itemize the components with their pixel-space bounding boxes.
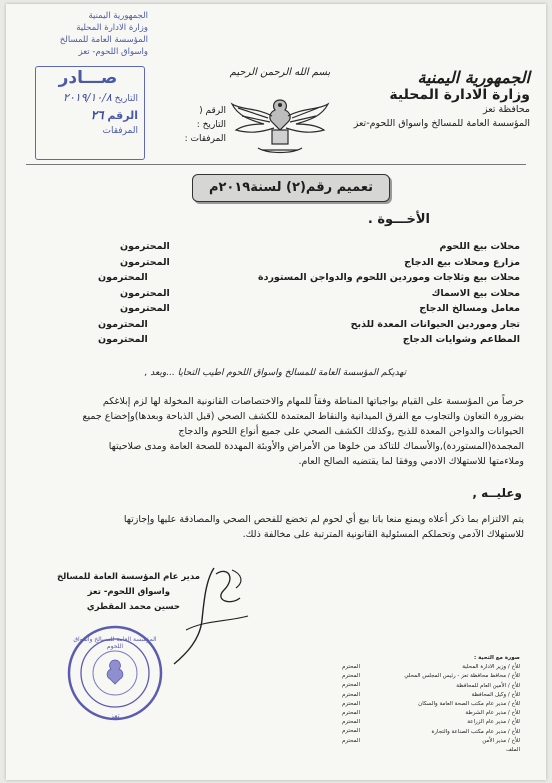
list-item bbox=[60, 288, 520, 304]
cc-item: الملف bbox=[506, 747, 520, 754]
recipient-honor: المحترمون bbox=[120, 256, 170, 268]
field-number: الرقم ( bbox=[199, 106, 226, 116]
cc-honor: المحترم bbox=[341, 710, 360, 717]
signer-institution: واسواق اللحوم- تعز bbox=[87, 587, 170, 597]
cc-honor: المحترم bbox=[341, 728, 360, 735]
cc-honor: المحترم bbox=[341, 664, 360, 670]
recipient-name: معامل ومسالخ الدجاج bbox=[419, 303, 520, 314]
recipient-honor: المحترمون bbox=[120, 287, 170, 299]
paragraph-line: يتم الالتزام بما ذكر أعلاه ويمنع منعا باتا بيع أي لحوم لم تخضع للفحص الصحي والمصادقة عليها وإجازتها bbox=[123, 514, 524, 525]
subject-box: تعميم رقم(٢) لسنة٢٠١٩م bbox=[192, 174, 390, 202]
cc-honor: المحترم bbox=[341, 691, 360, 698]
handwritten-signature-icon bbox=[156, 560, 266, 674]
list-item bbox=[60, 334, 520, 350]
paragraph-line: حرصاً من المؤسسة على القيام بواجباتها المناطة وفقاً للمهام والاختصاصات القانونية المخولة لها لزم إبلاغكم bbox=[102, 396, 524, 407]
stamp-fields bbox=[38, 68, 138, 136]
field-date: التاريخ : bbox=[196, 120, 226, 130]
cc-item: للأخ / وزير الادارة المحلية bbox=[462, 664, 520, 671]
cc-honor: المحترم bbox=[341, 737, 360, 744]
list-item bbox=[60, 257, 520, 273]
basmala: بسم الله الرحمن الرحيم bbox=[229, 67, 331, 78]
paragraph-line: بضرورة التعاون والتجاوب مع الفرق الميدانية والنقاط المعتمدة للكشف الصحي (قبل الذباحة وبعدها)وإخضاع جميع bbox=[82, 411, 524, 422]
conclusion-label: وعليــه , bbox=[472, 486, 522, 500]
list-item bbox=[60, 241, 520, 257]
recipient-honor: المحترمون bbox=[120, 241, 170, 252]
cc-list bbox=[360, 654, 520, 755]
signer-name: حسين محمد المقطري bbox=[86, 602, 180, 612]
round-stamp-city: تعز bbox=[110, 712, 120, 720]
recipient-honor: المحترمون bbox=[98, 334, 148, 345]
stamp-line-4: واسواق اللحوم- تعز bbox=[78, 47, 148, 57]
cc-honor: المحترم bbox=[341, 700, 360, 707]
recipient-name: المطاعم وشوايات الدجاج bbox=[402, 334, 520, 345]
closing-paragraph bbox=[24, 512, 524, 542]
cc-item: للأخ / محافظ محافظة تعز - رئيس المجلس المحلي bbox=[404, 673, 520, 680]
cc-item: للأخ / مدير عام الشرطة bbox=[465, 710, 520, 717]
cc-honor: المحترم bbox=[341, 719, 360, 726]
stamp-line-1: الجمهورية اليمنية bbox=[88, 11, 148, 21]
list-item bbox=[60, 303, 520, 319]
recipient-name: مزارع ومحلات بيع الدجاج bbox=[404, 256, 520, 268]
cc-item: للأخ / وكيل المحافظة bbox=[471, 691, 520, 698]
list-item bbox=[60, 272, 520, 288]
stamp-line-2: وزارة الادارة المحلية bbox=[76, 23, 148, 33]
list-item bbox=[60, 319, 520, 335]
header-divider bbox=[26, 164, 526, 165]
institution-name: المؤسسة العامة للمسالخ واسواق اللحوم-تعز bbox=[353, 118, 530, 129]
round-stamp-text: المؤسسة العامة للمسالخ واسواق اللحوم bbox=[73, 636, 157, 650]
cc-title: صورة مع التحية : bbox=[473, 655, 520, 661]
main-paragraph bbox=[24, 394, 524, 469]
issued-label: صـــادر bbox=[58, 68, 118, 88]
cc-honor: المحترم bbox=[341, 682, 360, 689]
recipient-name: محلات بيع اللحوم bbox=[439, 241, 520, 252]
number-label: الرقم bbox=[107, 109, 138, 122]
recipient-name: محلات بيع وثلاجات وموردين اللحوم والدواجن المستوردة bbox=[257, 272, 520, 283]
republic-name: الجمهورية اليمنية bbox=[417, 68, 530, 87]
cc-item: للأخ / مدير الأمن bbox=[482, 737, 520, 744]
recipient-name: محلات بيع الاسماك bbox=[431, 287, 520, 299]
paragraph-line: للاستهلاك الآدمي وتحملكم المسئولية القانونية المترتبة على مخالفة ذلك. bbox=[242, 529, 524, 540]
attachments-label: المرفقات bbox=[102, 126, 138, 136]
cc-item: للأخ / مدير عام مكتب الصناعة والتجارة bbox=[431, 728, 520, 735]
cc-item: للأخ / الأمين العام للمحافظة bbox=[456, 682, 520, 689]
cc-honor: المحترم bbox=[341, 673, 360, 680]
governorate-name: محافظة تعز bbox=[482, 104, 530, 115]
recipients-list bbox=[60, 241, 520, 350]
paragraph-line: وملاءمتها للاستهلاك الادمي ووفقا لما يقتضيه الصالح العام. bbox=[298, 456, 524, 467]
paragraph-line: الحيوانات والدواجن المعدة للذبح ,وكذلك الكشف الصحي على جميع أنواع اللحوم والدجاج bbox=[178, 426, 524, 437]
cc-honor-column bbox=[336, 663, 360, 746]
greeting: الأخـــوة . bbox=[367, 212, 430, 227]
recipient-honor: المحترمون bbox=[98, 272, 148, 283]
recipient-honor: المحترمون bbox=[120, 303, 170, 314]
field-attachments: المرفقات : bbox=[184, 134, 226, 144]
letter-fields bbox=[166, 104, 226, 146]
date-label: التاريخ bbox=[114, 94, 138, 104]
yemen-emblem-icon bbox=[228, 86, 332, 162]
salutation: تهديكم المؤسسة العامة للمسالخ واسواق اللحوم اطيب التحايا ...وبعد , bbox=[144, 368, 406, 378]
ministry-name: وزارة الادارة المحلية bbox=[389, 87, 530, 103]
paragraph-line: المجمدة(المستوردة),والأسماك للتاكد من خلوها من الأمراض والأوبئة المهددة للصحة العامة ومدى صلاحيتها bbox=[108, 441, 524, 452]
letterhead bbox=[353, 68, 530, 131]
signer-title: مدير عام المؤسسة العامة للمسالخ bbox=[56, 572, 200, 582]
recipient-name: تجار وموردين الحيوانات المعدة للذبح bbox=[350, 318, 520, 330]
document-page bbox=[6, 4, 546, 780]
cc-item: للأخ / مدير عام مكتب الصحة العامة والسكان bbox=[418, 701, 520, 708]
cc-item: للأخ / مدير عام الزراعة bbox=[467, 719, 520, 726]
date-value: ٢٠١٩/١٠/٨ bbox=[62, 91, 112, 104]
number-value: ٢٦ bbox=[90, 108, 104, 122]
recipient-honor: المحترمون bbox=[98, 318, 148, 330]
stamp-line-3: المؤسسة العامة للمسالخ bbox=[59, 35, 148, 45]
